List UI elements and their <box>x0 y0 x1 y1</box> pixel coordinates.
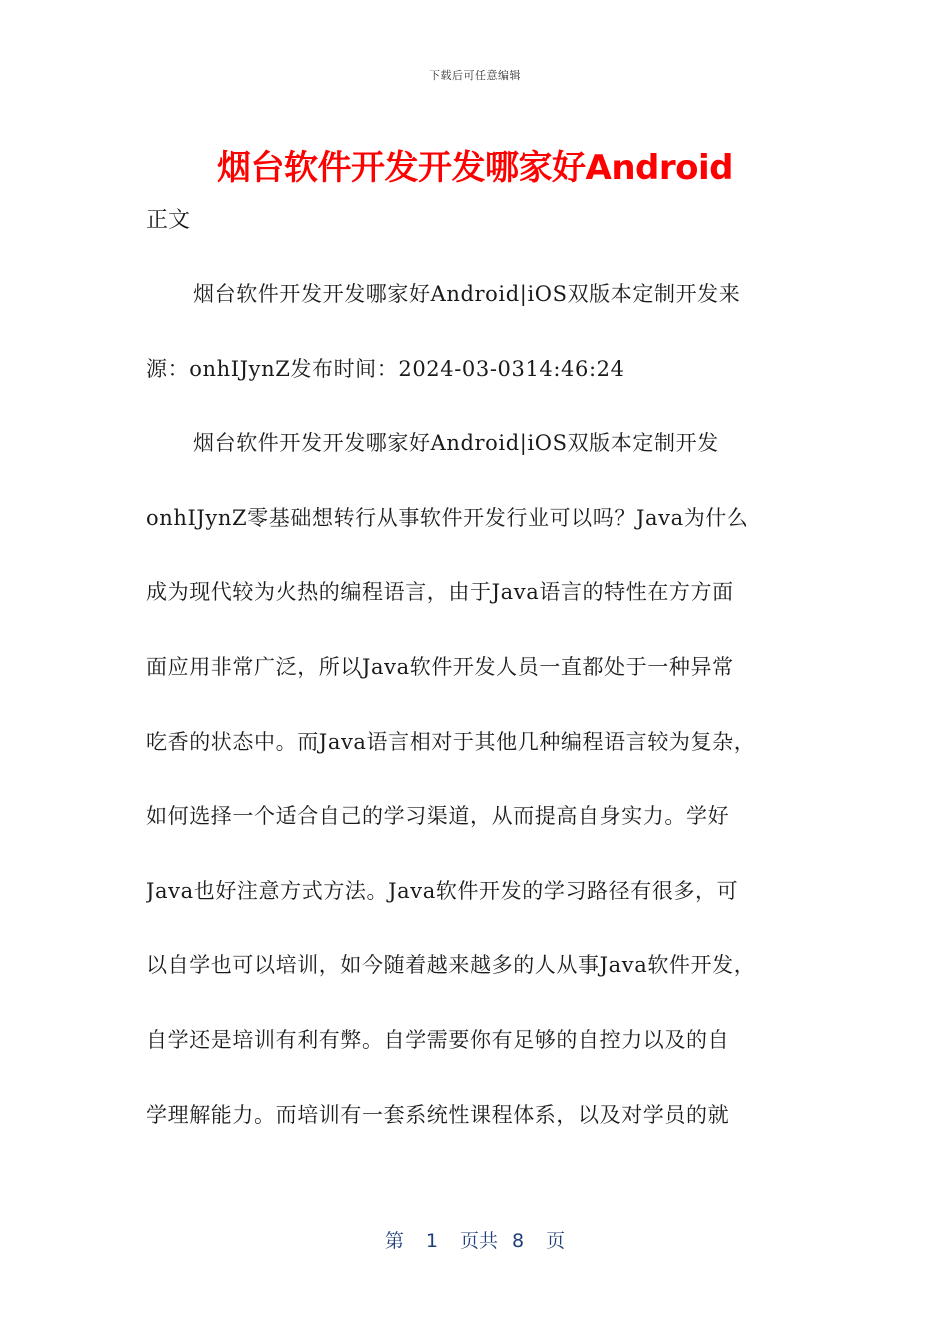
document-title: 烟台软件开发开发哪家好Android <box>217 148 733 188</box>
page-footer <box>0 1226 950 1253</box>
paragraph-line: 成为现代较为火热的编程语言，由于Java语言的特性在方方面 <box>146 580 734 605</box>
paragraph-line: 烟台软件开发开发哪家好Android|iOS双版本定制开发来 <box>193 282 741 306</box>
paragraph-line: 如何选择一个适合自己的学习渠道，从而提高自身实力。学好 <box>146 804 730 829</box>
paragraph-line: onhIJynZ零基础想转行从事软件开发行业可以吗？Java为什么 <box>146 505 749 530</box>
section-label: 正文 <box>146 208 191 233</box>
paragraph-line: 烟台软件开发开发哪家好Android|iOS双版本定制开发 <box>193 431 719 456</box>
paragraph-line: 学理解能力。而培训有一套系统性课程体系，以及对学员的就 <box>146 1102 730 1127</box>
paragraph-line: 吃香的状态中。而Java语言相对于其他几种编程语言较为复杂， <box>146 729 756 754</box>
paragraph-line: 以自学也可以培训，如今随着越来越多的人从事Java软件开发， <box>146 953 756 978</box>
page-suffix: 页 <box>546 1230 566 1252</box>
page-middle: 页共 <box>459 1230 498 1252</box>
total-pages: 8 <box>512 1230 525 1252</box>
paragraph-line: 面应用非常广泛，所以Java软件开发人员一直都处于一种异常 <box>146 654 734 679</box>
header-note: 下载后可任意编辑 <box>429 69 521 82</box>
paragraph-line: 源：onhIJynZ发布时间：2024-03-0314:46:24 <box>146 356 625 381</box>
page-number: 1 <box>425 1230 438 1252</box>
document-body <box>146 277 826 1172</box>
paragraph-line: 自学还是培训有利有弊。自学需要你有足够的自控力以及的自 <box>146 1027 730 1052</box>
page-prefix: 第 <box>384 1230 404 1252</box>
paragraph-line: Java也好注意方式方法。Java软件开发的学习路径有很多，可 <box>146 878 739 903</box>
